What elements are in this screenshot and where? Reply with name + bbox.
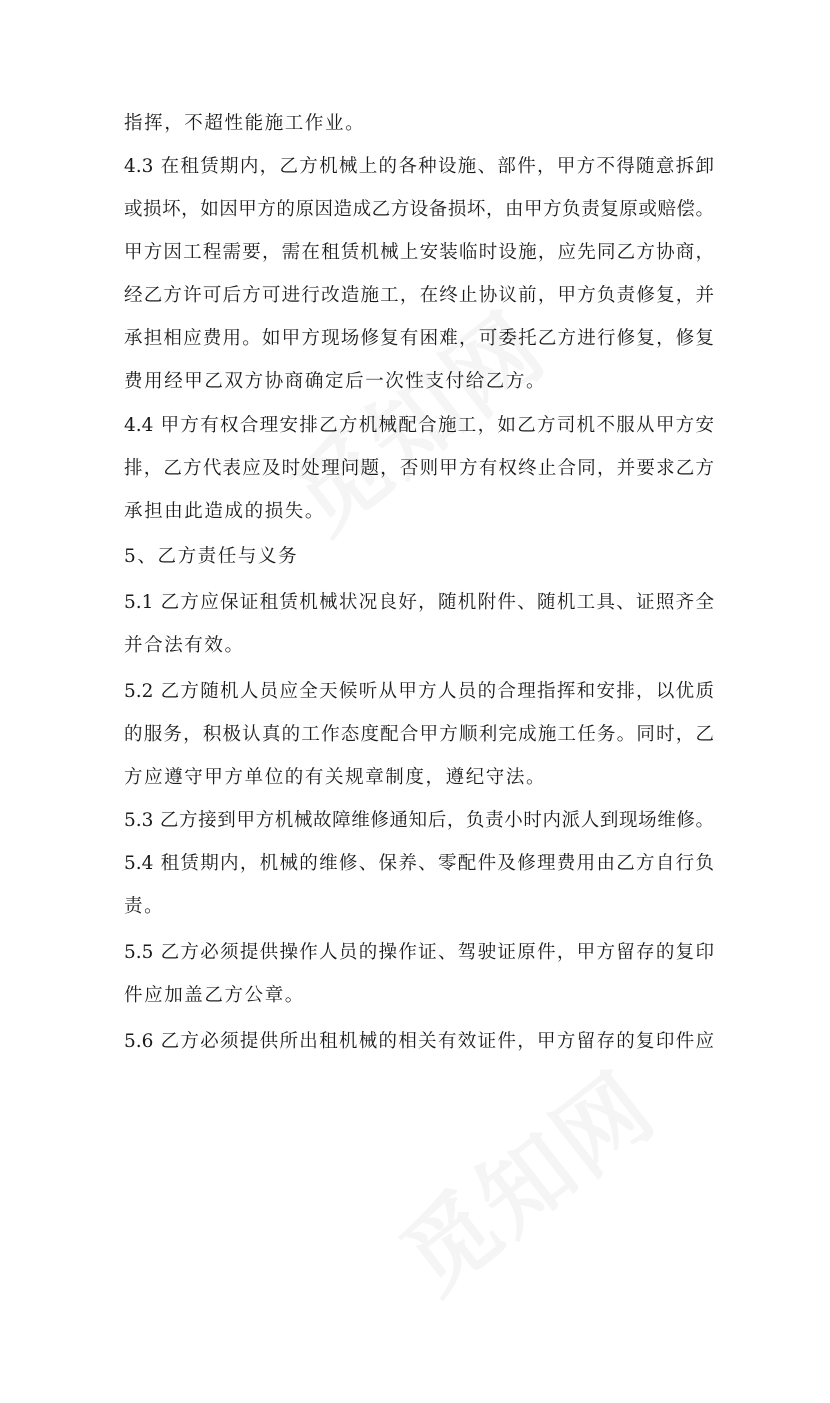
text-line-1: 指挥，不超性能施工作业。	[124, 113, 366, 134]
text-line-10: 承担由此造成的损失。	[124, 501, 326, 522]
text-line-21: 件应加盖乙方公章。	[124, 985, 305, 1006]
text-line-4: 甲方因工程需要，需在租赁机械上安装临时设施，应先同乙方协商，	[124, 242, 714, 263]
text-line-19: 责。	[124, 896, 165, 917]
text-line-16: 方应遵守甲方单位的有关规章制度，遵纪守法。	[124, 767, 547, 788]
text-line-20: 5.5 乙方必须提供操作人员的操作证、驾驶证原件，甲方留存的复印	[124, 942, 714, 963]
watermark-bottom	[370, 1017, 770, 1403]
text-line-3: 或损坏，如因甲方的原因造成乙方设备损坏，由甲方负责复原或赔偿。	[124, 199, 714, 220]
text-line-12: 5.1 乙方应保证租赁机械状况良好，随机附件、随机工具、证照齐全	[124, 592, 714, 613]
text-line-7: 费用经甲乙双方协商确定后一次性支付给乙方。	[124, 371, 547, 392]
text-line-13: 并合法有效。	[124, 635, 245, 656]
text-line-17: 5.3 乙方接到甲方机械故障维修通知后，负责小时内派人到现场维修。	[124, 810, 714, 831]
text-line-8: 4.4 甲方有权合理安排乙方机械配合施工，如乙方司机不服从甲方安	[124, 415, 714, 436]
text-line-9: 排，乙方代表应及时处理问题，否则甲方有权终止合同，并要求乙方	[124, 458, 714, 479]
text-line-15: 的服务，积极认真的工作态度配合甲方顺利完成施工任务。同时，乙	[124, 724, 714, 745]
section-heading: 5、乙方责任与义务	[124, 546, 299, 567]
text-line-6: 承担相应费用。如甲方现场修复有困难，可委托乙方进行修复，修复	[124, 328, 714, 349]
text-line-14: 5.2 乙方随机人员应全天候听从甲方人员的合理指挥和安排，以优质	[124, 681, 714, 702]
text-line-22: 5.6 乙方必须提供所出租机械的相关有效证件，甲方留存的复印件应	[124, 1031, 714, 1052]
text-line-5: 经乙方许可后方可进行改造施工，在终止协议前，甲方负责修复，并	[124, 285, 714, 306]
text-line-2: 4.3 在租赁期内，乙方机械上的各种设施、部件，甲方不得随意拆卸	[124, 156, 714, 177]
text-line-18: 5.4 租赁期内，机械的维修、保养、零配件及修理费用由乙方自行负	[124, 853, 714, 874]
